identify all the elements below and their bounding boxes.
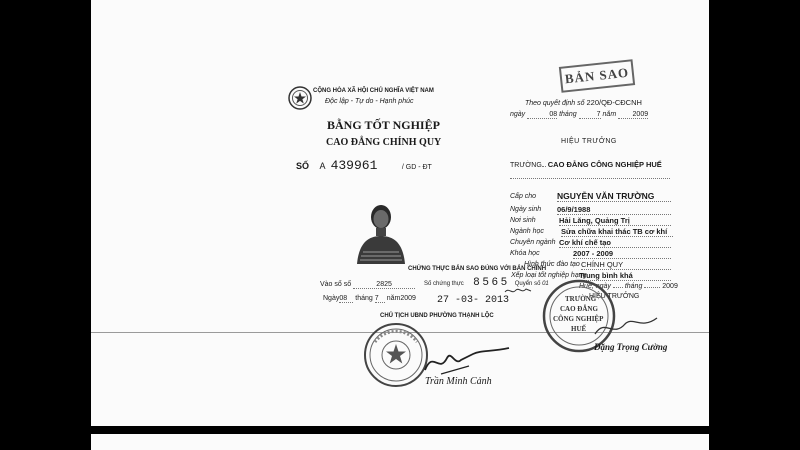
serial-suffix: / GD - ĐT (401, 164, 432, 171)
pob: Hải Lăng, Quảng Trị (559, 216, 671, 226)
school-row (510, 160, 662, 169)
book-label: Quyển số (514, 281, 541, 287)
commune-seal (363, 322, 429, 388)
national-title: CỘNG HÒA XÃ HỘI CHỦ NGHĨA VIỆT NAM (313, 88, 434, 94)
left-date-row (323, 295, 416, 303)
national-motto: Độc lập - Tự do - Hạnh phúc (325, 98, 414, 105)
specialty-label: Chuyên ngành (510, 239, 556, 246)
issued-to: NGUYỄN VĂN TRƯỜNG (557, 191, 671, 202)
decision-month: 7 (579, 111, 601, 119)
next-page-edge (91, 434, 709, 450)
issued-to-label: Cấp cho (510, 193, 537, 200)
dob: 06/9/1988 (557, 205, 671, 215)
seal-line-4: HUẾ (571, 325, 587, 333)
serial-label: SỐ (296, 161, 310, 171)
decision-year-label: năm (602, 111, 617, 118)
left-month-label: tháng (355, 295, 373, 302)
left-date-label: Ngày (323, 295, 340, 302)
left-date-month: 7 (375, 295, 385, 303)
register-row (320, 281, 415, 289)
ban-sao-stamp: BẢN SAO (559, 59, 635, 93)
specialty: Cơ khí chế tạo (559, 238, 671, 248)
school-name: CAO ĐẲNG CÔNG NGHIỆP HUẾ (547, 160, 662, 169)
mode-label: Hình thức đào tạo (524, 261, 580, 268)
principal-name: Đặng Trọng Cường (594, 342, 668, 352)
major: Sửa chữa khai thác TB cơ khí (561, 227, 673, 237)
cert-no: 8 5 6 5 (473, 276, 508, 288)
cert-no-label: Số chứng thực (424, 281, 464, 287)
register-label: Vào sổ số (320, 281, 352, 288)
certification-statement: CHỨNG THỰC BẢN SAO ĐÚNG VỚI BẢN CHÍNH (408, 266, 547, 272)
chair-name: Trần Minh Cảnh (425, 376, 492, 387)
sign-title: HIỆU TRƯỞNG (589, 293, 640, 300)
seal-line-2: CAO ĐẲNG (560, 305, 598, 313)
decision-number: 220/QĐ-CĐCNH (586, 98, 642, 107)
serial-number: 439961 (330, 158, 378, 173)
principal-heading: HIỆU TRƯỞNG (561, 138, 617, 145)
register-number: 2825 (353, 281, 415, 289)
decision-day: 08 (527, 111, 557, 119)
school-underline (510, 178, 670, 179)
serial-prefix: A (319, 161, 326, 171)
principal-signature (591, 312, 661, 340)
grade-label: Xếp loại tốt nghiệp hạng (511, 272, 587, 279)
diploma-title: BẰNG TỐT NGHIỆP (327, 118, 440, 132)
national-emblem-icon (288, 86, 312, 110)
course-label: Khóa học (510, 250, 540, 257)
student-photo (353, 198, 409, 264)
decision-year: 2009 (618, 111, 648, 119)
decision-day-label: ngày (510, 111, 526, 118)
diploma-document (91, 0, 709, 426)
left-year-label: năm (386, 295, 401, 302)
grade: Trung bình khá (579, 271, 671, 281)
mode: CHÍNH QUY (581, 260, 671, 270)
seal-line-1: TRƯỜNG (565, 295, 597, 303)
left-date-day: 08 (339, 295, 353, 303)
sign-month-label: tháng (624, 283, 643, 290)
school-label: TRƯỜNG (510, 162, 542, 169)
serial-row (296, 158, 432, 173)
book-no: 01 (542, 281, 549, 287)
decision-row (525, 98, 642, 107)
decision-month-label: tháng (559, 111, 577, 118)
left-date-year: 2009 (400, 295, 416, 302)
chair-signature (421, 340, 511, 378)
dob-label: Ngày sinh (510, 206, 542, 213)
diploma-subtitle: CAO ĐẲNG CHÍNH QUY (326, 137, 442, 148)
sign-year: 2009 (662, 283, 678, 290)
sign-date-label: Huế, ngày (579, 283, 611, 290)
certification-chair-title: CHỦ TỊCH UBND PHƯỜNG THẠNH LỘC (380, 313, 494, 319)
seal-line-3: CÔNG NGHIỆP (553, 315, 604, 323)
decision-label: Theo quyết định số (525, 100, 585, 107)
course: 2007 - 2009 (573, 249, 671, 259)
major-label: Ngành học (510, 228, 544, 235)
decision-date-row (510, 111, 648, 119)
certification-date-stamp: 27 -03- 2013 (437, 295, 510, 306)
pob-label: Nơi sinh (510, 217, 536, 224)
